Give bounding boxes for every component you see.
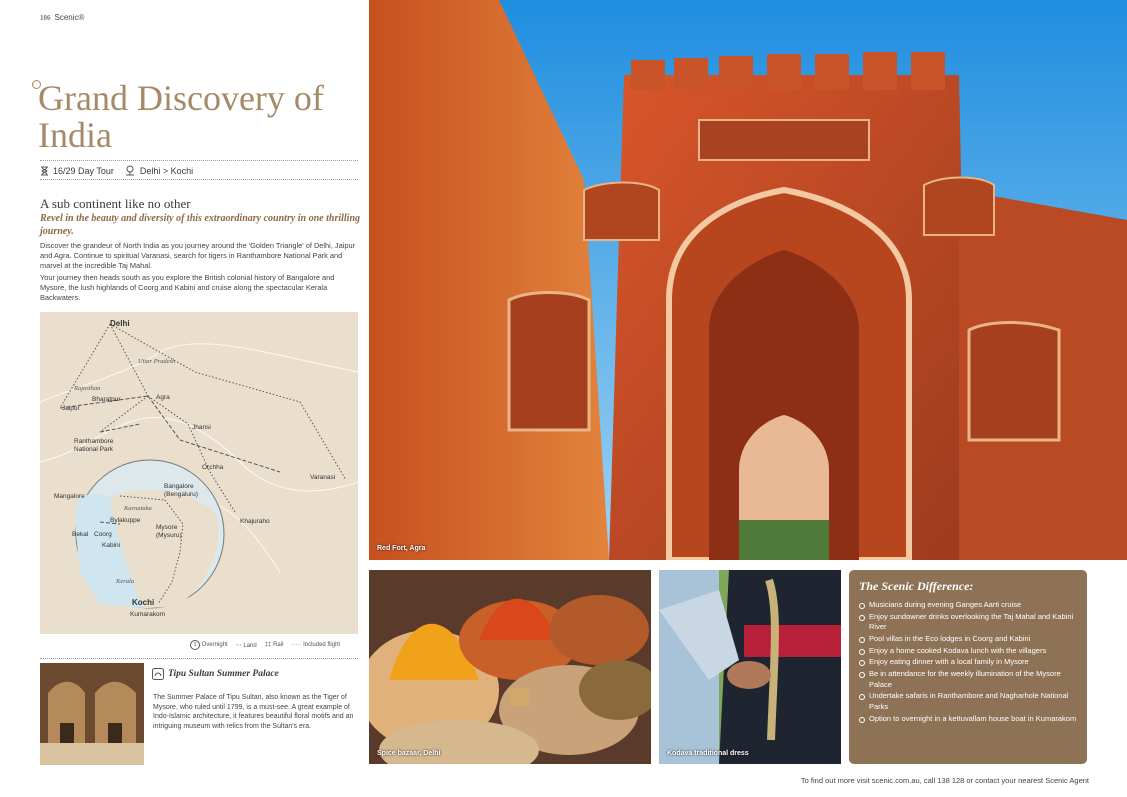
intro-tagline: Revel in the beauty and diversity of this extraordinary country in one thrilling journey. — [40, 213, 361, 237]
overnight-marker-icon: 1 — [190, 640, 200, 650]
map-place: Jaipur — [62, 405, 80, 412]
legend-overnight: 1 Overnight — [190, 640, 228, 650]
palace-description: The Summer Palace of Tipu Sultan, also known as the Tiger of Mysore, who ruled until 1799, is a must-see. A great example of Indo-Islamic architecture, it features beautiful floral motifs and an intriguing museum with relics from the Sultan's era. — [153, 694, 354, 730]
map-graphic — [40, 312, 358, 634]
palace-photo — [40, 663, 144, 765]
legend-rail: ‡‡ Rail — [264, 642, 284, 648]
page-title: Grand Discovery of India — [38, 78, 324, 155]
map-region: Karnataka — [124, 505, 152, 512]
legend-land: ⋯ Land — [235, 642, 257, 649]
intro-subtitle: A sub continent like no other — [40, 196, 191, 211]
map-region: Kerala — [116, 578, 135, 585]
map-place: Khajuraho — [240, 518, 270, 525]
map-place: Kochi — [132, 598, 155, 607]
intro-paragraph: Your journey then heads south as you explore the British colonial history of Bangalore and Mysore, the lush highlands of Coorg and Kabini and cruise along the spectacular Kerala Backwaters. — [40, 273, 335, 302]
map-place: Ranthambore National Park — [74, 438, 114, 453]
map-place: Bharatpur — [92, 396, 121, 403]
map-legend — [190, 640, 340, 650]
list-item: Enjoy eating dinner with a local family in Mysore — [859, 657, 1077, 668]
map-place: Coorg — [94, 531, 112, 538]
list-item: Musicians during evening Ganges Aarti cruise — [859, 600, 1077, 611]
map-place: Mangalore — [54, 493, 85, 500]
palace-feature-title: Tipu Sultan Summer Palace — [152, 668, 279, 680]
map-place: Kumarakom — [130, 611, 166, 618]
footer-contact: To find out more visit scenic.com.au, call 138 128 or contact your nearest Scenic Agent — [800, 776, 1089, 785]
list-item: Pool villas in the Eco lodges in Coorg and Kabini — [859, 634, 1077, 645]
map-place: Kabini — [102, 542, 121, 549]
scenic-difference-list — [859, 600, 1077, 724]
map-place: Varanasi — [310, 474, 336, 481]
map-place: Bekal — [72, 531, 89, 538]
brand-name: Scenic® — [54, 13, 85, 22]
spice-bazaar-photo — [369, 570, 651, 764]
divider — [40, 658, 358, 659]
page-number: 106 — [40, 14, 51, 22]
spice-bazaar-image — [369, 570, 651, 764]
tiger-emblem-icon — [152, 668, 164, 680]
list-item: Be in attendance for the weekly illumination of the Mysore Palace — [859, 669, 1077, 691]
scenic-difference-title: The Scenic Difference: — [859, 579, 974, 593]
list-item: Enjoy sundowner drinks overlooking the Taj Mahal and Kabini River — [859, 612, 1077, 634]
map-place: Agra — [156, 394, 170, 401]
scenic-difference-box — [849, 570, 1087, 764]
photo-caption: Kodava traditional dress — [667, 750, 749, 757]
list-item: Enjoy a home cooked Kodava lunch with the villagers — [859, 646, 1077, 657]
intro-paragraph: Discover the grandeur of North India as you journey around the 'Golden Triangle' of Delhi, Jaipur and Agra. Continue to spiritual Varanasi, search for tigers in Ranthambore National Park and marvel at the incredible Taj Mahal. — [40, 241, 356, 270]
palace-image — [40, 663, 144, 765]
location-pin-icon — [124, 165, 136, 176]
route-map — [40, 312, 358, 634]
photo-caption: Red Fort, Agra — [377, 545, 426, 552]
map-region: Uttar Pradesh — [138, 358, 176, 365]
legend-flight: ····· Included flight — [291, 642, 341, 648]
map-place: Mysore (Mysuru) — [156, 524, 182, 539]
tour-meta — [40, 165, 193, 176]
map-place: Orchha — [202, 464, 224, 471]
kodava-dress-photo — [659, 570, 841, 764]
list-item: Undertake safaris in Ranthambore and Nagharhole National Parks — [859, 691, 1077, 713]
map-place: Bangalore (Bengaluru) — [164, 483, 198, 498]
hourglass-icon — [40, 166, 49, 176]
map-region: Rajasthan — [74, 385, 101, 392]
map-place: Jhansi — [192, 424, 211, 431]
tour-route: Delhi > Kochi — [139, 165, 194, 176]
divider — [40, 179, 358, 180]
red-fort-image — [369, 0, 1127, 560]
list-item: Option to overnight in a kettuvallam house boat in Kumarakom — [859, 714, 1077, 725]
kodava-dress-image — [659, 570, 841, 764]
divider — [40, 160, 358, 161]
page-header — [40, 13, 84, 22]
tour-duration: 16/29 Day Tour — [53, 165, 114, 176]
map-place: Bylakuppe — [110, 517, 141, 524]
photo-caption: Spice bazaar, Delhi — [377, 750, 441, 757]
map-place: Delhi — [110, 319, 130, 328]
red-fort-photo — [369, 0, 1127, 560]
